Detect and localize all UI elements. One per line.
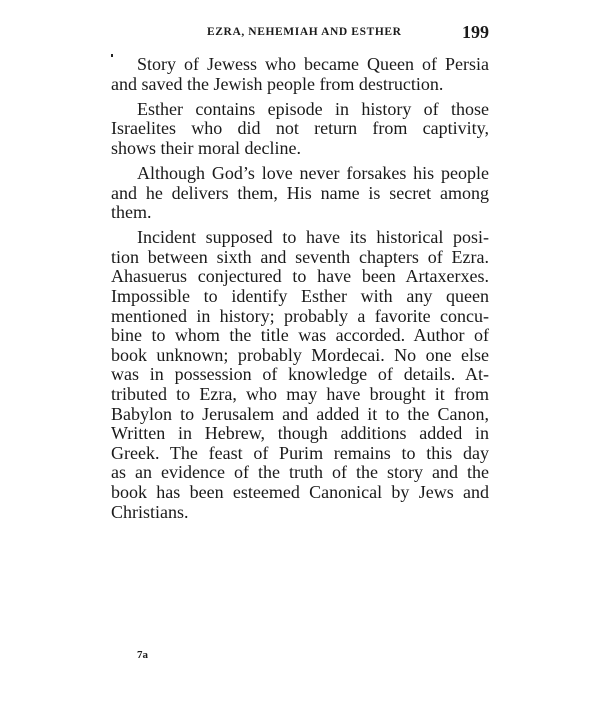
page-number: 199 xyxy=(462,22,489,42)
text-line: Babylon to Jerusalem and added it to the Canon, xyxy=(111,403,489,424)
text-line: Incident supposed to have its historical posi- xyxy=(137,227,489,248)
text-line: Story of Jewess who became Queen of Persia xyxy=(137,54,489,74)
text-line: Christians. xyxy=(111,501,189,522)
paragraph xyxy=(111,164,489,223)
signature-mark: 7a xyxy=(137,649,148,661)
text-line: and saved the Jewish people from destruction. xyxy=(111,73,444,94)
text-line: Greek. The feast of Purim remains to this day xyxy=(111,442,489,463)
text-line: Written in Hebrew, though additions added in xyxy=(111,423,489,444)
text-line: and he delivers them, His name is secret among xyxy=(111,182,489,203)
paragraph xyxy=(111,55,489,94)
text-line: Impossible to identify Esther with any queen xyxy=(111,286,489,307)
text-line: as an evidence of the truth of the story and the xyxy=(111,462,489,483)
text-line: bine to whom the title was accorded. Author of xyxy=(111,325,489,346)
text-line: Esther contains episode in history of those xyxy=(137,98,489,119)
text-line: book has been esteemed Canonical by Jews and xyxy=(111,481,489,502)
paragraph xyxy=(111,228,489,522)
body-text xyxy=(111,55,489,528)
text-line: book unknown; probably Mordecai. No one else xyxy=(111,344,489,365)
text-line: Although God’s love never forsakes his people xyxy=(137,162,489,183)
paragraph xyxy=(111,100,489,159)
text-line: tributed to Ezra, who may have brought it from xyxy=(111,384,489,404)
text-line: Ahasuerus conjectured to have been Artaxerxes. xyxy=(111,266,489,287)
text-line: Israelites who did not return from captivity, xyxy=(111,118,489,139)
text-line: mentioned in history; probably a favorite concu- xyxy=(111,305,489,326)
text-line: shows their moral decline. xyxy=(111,137,301,158)
running-title: EZRA, NEHEMIAH AND ESTHER xyxy=(207,26,402,38)
page-header xyxy=(111,22,489,44)
text-line: was in possession of knowledge of details. At- xyxy=(111,364,489,385)
text-line: them. xyxy=(111,202,152,223)
text-line: tion between sixth and seventh chapters of Ezra. xyxy=(111,246,489,267)
